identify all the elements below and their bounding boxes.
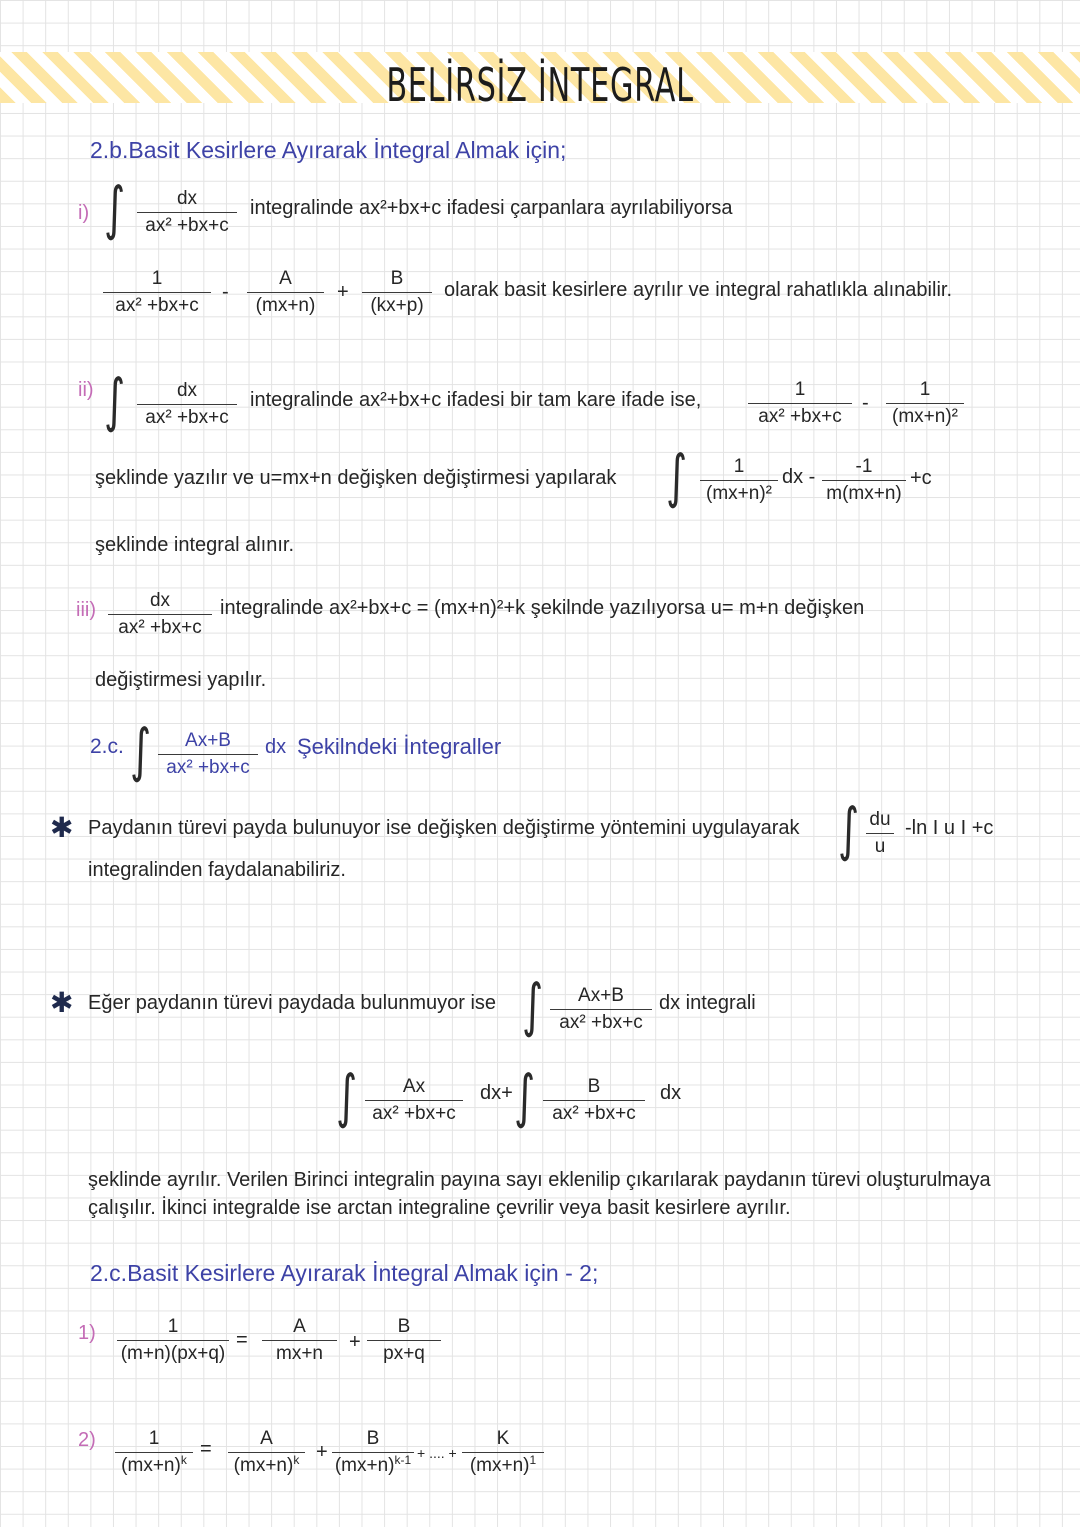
denominator: ax² +bx+c [559,1012,643,1033]
rule-2-label: 2) [78,1429,96,1451]
denominator: (m+n)(px+q) [120,1343,226,1364]
rule-1-term-a [262,1316,337,1365]
numerator: dx [149,590,171,611]
asterisk-bullet-icon: ✱ [50,986,74,1019]
bullet-1-integrand [866,809,894,858]
section-2c-dx: dx [265,736,287,758]
bullet-2-after-text: dx integrali [659,992,756,1014]
denominator: ax² +bx+c [118,617,202,638]
substitution-integrand [700,456,778,505]
fraction-bar [886,403,964,404]
fraction-bar [822,480,906,481]
denominator [121,1455,187,1477]
case-iii-integrand [108,590,212,639]
case-iii-label: iii) [76,599,96,621]
numerator: -1 [855,456,873,477]
denominator: mx+n [276,1343,323,1364]
case-ii-lhs [748,379,852,428]
rule-2-term-a [228,1428,305,1477]
numerator: B [397,1316,411,1337]
paragraph-line-1: şeklinde ayrılır. Verilen Birinci integralin payına sayı eklenilip çıkarılarak paydanın türevi oluşturulmaya [88,1169,991,1191]
paragraph-line-2: çalışılır. İkinci integralde ise arctan integraline çevrilir veya basit kesirlere ayrılır. [88,1197,791,1219]
numerator: dx [176,188,198,209]
case-i-integrand [137,188,237,237]
bullet-2-text: Eğer paydanın türevi paydada bulunmuyor ise [88,992,497,1014]
denominator: ax² +bx+c [115,295,199,316]
case-i-label: i) [78,202,90,224]
operator-plus: + [337,281,349,303]
numerator: 1 [148,1428,160,1449]
denominator [470,1455,536,1477]
numerator: 1 [733,456,745,477]
fraction-bar [117,1340,229,1341]
denominator-base: (mx+n) [469,1455,530,1476]
operator-plus: + [349,1331,361,1353]
numerator: K [496,1428,510,1449]
numerator: A [279,268,292,289]
denominator: m(mx+n) [826,483,902,504]
denominator: (mx+n)² [706,483,772,504]
asterisk-bullet-icon: ✱ [50,811,74,844]
numerator: Ax [402,1076,426,1097]
rule-2-lhs [115,1428,193,1477]
rule-2-term-k [462,1428,544,1477]
fraction-bar [137,404,237,405]
denominator-base: (mx+n) [334,1455,395,1476]
split-mid: dx+ [480,1082,513,1104]
dx-operator: dx - [782,466,816,488]
denominator: ax² +bx+c [552,1103,636,1124]
denominator: ax² +bx+c [372,1103,456,1124]
denominator: ax² +bx+c [145,215,229,236]
denominator [335,1455,411,1477]
fraction-bar [247,292,324,293]
integration-constant: +c [910,467,932,489]
operator-equals: = [236,1329,248,1351]
integral-sign: ∫ [522,971,544,1039]
numerator: B [390,268,404,289]
exponent: k-1 [394,1453,412,1467]
decomposition-term-a [247,268,324,317]
fraction-bar [137,212,237,213]
substitution-result [822,456,906,505]
case-ii-closing-text: şeklinde integral alınır. [95,534,295,556]
section-2b-heading: 2.b.Basit Kesirlere Ayırarak İntegral Almak için; [90,137,567,163]
denominator: (mx+n) [255,295,316,316]
integral-sign: ∫ [514,1062,536,1130]
numerator: 1 [794,379,806,400]
numerator: 1 [151,268,163,289]
bullet-1-result: -ln I u I +c [905,817,994,839]
fraction-bar [103,292,211,293]
case-ii-text: integralinde ax²+bx+c ifadesi bir tam kare ifade ise, [250,389,702,411]
denominator-base: (mx+n) [233,1455,294,1476]
denominator: px+q [383,1343,425,1364]
case-ii-integrand [137,380,237,429]
numerator: B [366,1428,380,1449]
operator-equals: = [200,1438,212,1460]
section-2c-integrand [158,730,258,779]
case-ii-rhs [886,379,964,428]
integral-sign: ∫ [838,795,860,863]
denominator-base: (mx+n) [121,1455,181,1476]
numerator: dx [176,380,198,401]
bullet-1-text: Paydanın türevi payda bulunuyor ise değişken değiştirme yöntemini uygulayarak [88,817,800,839]
section-2c-2-heading: 2.c.Basit Kesirlere Ayırarak İntegral Almak için - 2; [90,1260,599,1286]
section-2c-label: 2.c. [90,735,124,758]
decomposition-term-b [362,268,432,317]
bullet-1-continuation: integralinden faydalanabiliriz. [88,859,346,881]
fraction-bar [158,754,258,755]
case-i-text: integralinde ax²+bx+c ifadesi çarpanlara ayrılabiliyorsa [250,197,733,219]
exponent: 1 [529,1453,537,1467]
numerator: du [869,809,891,830]
decomposition-lhs [103,268,211,317]
fraction-bar [365,1100,463,1101]
integral-sign: ∫ [666,442,688,510]
integral-sign: ∫ [336,1062,358,1130]
numerator: Ax+B [578,985,624,1006]
denominator: ax² +bx+c [758,406,842,427]
rule-2-term-b [332,1428,414,1477]
numerator: Ax+B [185,730,231,751]
operator-minus: - [862,392,869,414]
denominator: ax² +bx+c [145,407,229,428]
operator-minus: - [222,281,229,303]
case-iii-text: integralinde ax²+bx+c = (mx+n)²+k şekilnde yazılıyorsa u= m+n değişken [220,597,865,619]
fraction-bar [108,614,212,615]
denominator: (kx+p) [370,295,424,316]
exponent: k [293,1453,300,1467]
fraction-bar [550,1009,652,1010]
fraction-bar [262,1340,337,1341]
operator-plus: + [316,1441,328,1463]
case-iii-closing-text: değiştirmesi yapılır. [95,669,267,691]
split-end: dx [660,1082,682,1104]
denominator: u [874,836,886,857]
integral-sign: ∫ [130,716,152,784]
page-title: BELİRSİZ İNTEGRAL [386,58,694,112]
fraction-bar [748,403,852,404]
denominator: ax² +bx+c [166,757,250,778]
exponent: k [180,1453,187,1467]
bullet-2-integrand [550,985,652,1034]
rule-1-label: 1) [78,1322,96,1344]
integral-sign: ∫ [104,174,126,242]
fraction-bar [866,833,894,834]
split-second-integrand [543,1076,645,1125]
fraction-bar [543,1100,645,1101]
fraction-bar [700,480,778,481]
numerator: A [293,1316,306,1337]
integral-sign: ∫ [104,366,126,434]
fraction-bar [367,1340,441,1341]
series-ellipsis: + .... + [417,1445,457,1461]
numerator: 1 [167,1316,179,1337]
case-ii-label: ii) [78,379,94,401]
numerator: A [260,1428,273,1449]
fraction-bar [362,292,432,293]
decomposition-text: olarak basit kesirlere ayrılır ve integral rahatlıkla alınabilir. [444,279,952,301]
denominator [234,1455,300,1477]
section-2c-heading: Şekilndeki İntegraller [297,734,502,759]
substitution-text: şeklinde yazılır ve u=mx+n değişken değiştirmesi yapılarak [95,467,617,489]
denominator: (mx+n)² [892,406,958,427]
numerator: 1 [919,379,931,400]
rule-1-term-b [367,1316,441,1365]
split-first-integrand [365,1076,463,1125]
numerator: B [587,1076,601,1097]
rule-1-lhs [117,1316,229,1365]
